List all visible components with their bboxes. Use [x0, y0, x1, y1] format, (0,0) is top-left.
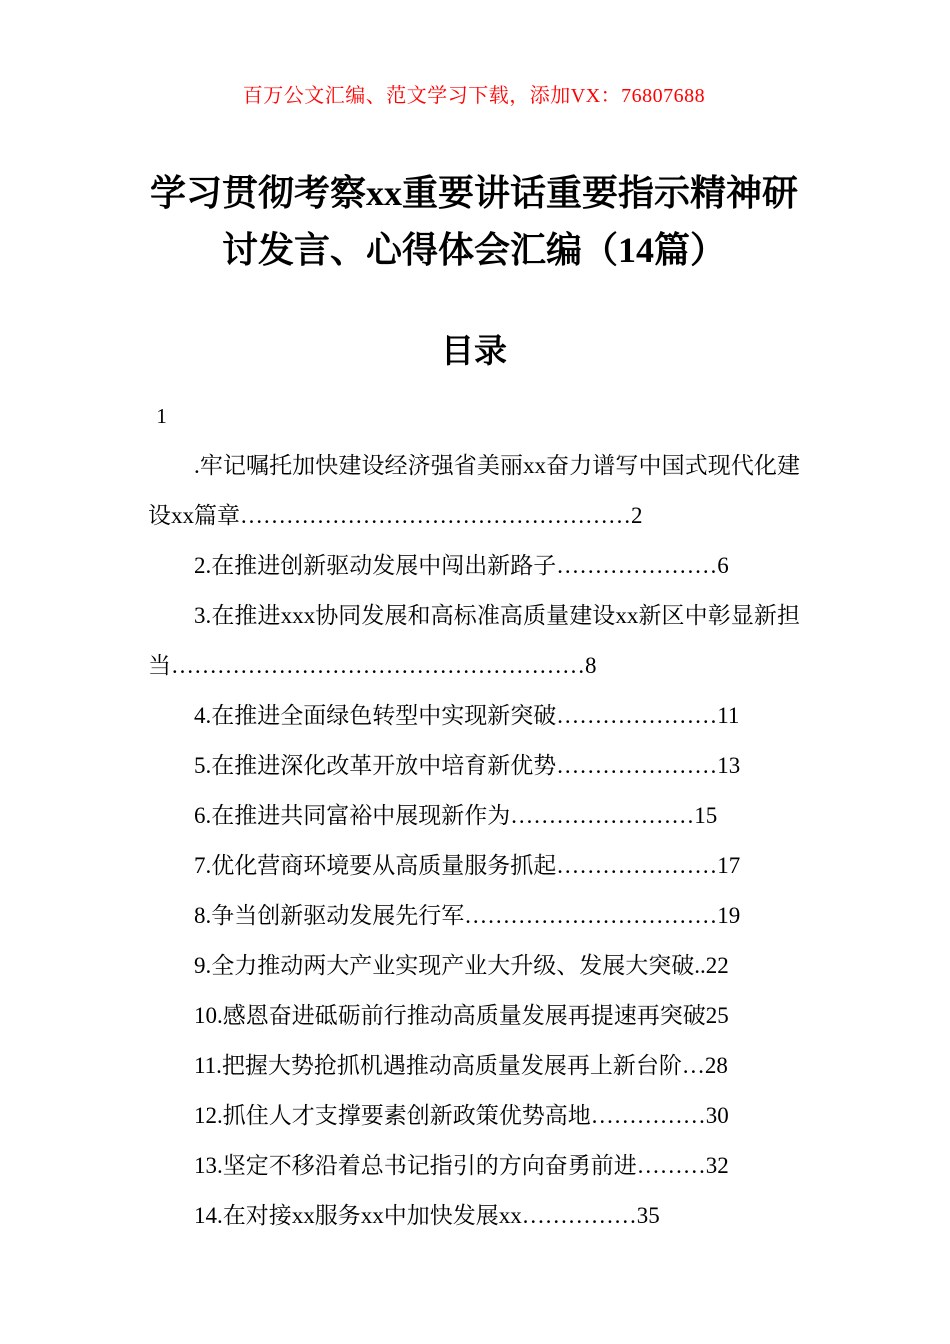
toc-entry-label: 3.在推进xxx协同发展和高标准高质量建设xx新区中彰显新担当 — [148, 602, 800, 678]
toc-entry-label: 7.优化营商环境要从高质量服务抓起 — [194, 852, 557, 878]
toc-entry — [148, 841, 800, 891]
toc-page-number: 2 — [631, 502, 643, 528]
toc-leader-dots: …………… — [590, 1102, 706, 1128]
toc-entry — [148, 1091, 800, 1141]
toc-entry-label: 14.在对接xx服务xx中加快发展xx — [194, 1202, 522, 1228]
toc-entry — [148, 891, 800, 941]
toc-entry-label: 2.在推进创新驱动发展中闯出新路子 — [194, 552, 557, 578]
toc-leader-dots: ……………………………………………… — [171, 652, 585, 678]
toc-page-number: 15 — [694, 802, 718, 828]
toc-entry — [148, 591, 800, 691]
toc-leader-dots: … — [681, 1052, 705, 1078]
toc-entry-label: 5.在推进深化改革开放中培育新优势 — [194, 752, 557, 778]
toc-entry-label: 9.全力推动两大产业实现产业大升级、发展大突破 — [194, 952, 695, 978]
toc-page-number: 17 — [717, 852, 741, 878]
toc-page-number: 25 — [705, 1002, 729, 1028]
toc-page-number: 32 — [705, 1152, 729, 1178]
toc-page-number: 22 — [705, 952, 729, 978]
toc-page-number: 13 — [717, 752, 741, 778]
toc-entry-label: 4.在推进全面绿色转型中实现新突破 — [194, 702, 557, 728]
toc-entry-label: 11.把握大势抢抓机遇推动高质量发展再上新台阶 — [194, 1052, 682, 1078]
toc-leader-dots: …………… — [521, 1202, 637, 1228]
toc-page-number: 6 — [717, 552, 729, 578]
toc-page-number: 28 — [704, 1052, 728, 1078]
toc-entry-label: 12.抓住人才支撑要素创新政策优势高地 — [194, 1102, 591, 1128]
toc-heading: 目录 — [441, 333, 507, 370]
toc-entry-label: 13.坚定不移沿着总书记指引的方向奋勇前进 — [194, 1152, 637, 1178]
toc-entry-label: .牢记嘱托加快建设经济强省美丽xx奋力谱写中国式现代化建设xx篇章 — [148, 452, 800, 528]
toc-entry — [148, 541, 800, 591]
toc-leader-dots: …………………………… — [464, 902, 718, 928]
toc-leader-dots: .. — [694, 952, 706, 978]
toc-entry — [148, 941, 800, 991]
toc-entry — [148, 691, 800, 741]
toc-leader-dots: …………………… — [510, 802, 695, 828]
toc-entry — [148, 1191, 800, 1241]
toc-orphan-number: 1 — [156, 403, 167, 428]
toc-entry-label: 8.争当创新驱动发展先行军 — [194, 902, 465, 928]
header-notice: 百万公文汇编、范文学习下载，添加VX：76807688 — [242, 85, 706, 107]
toc-entry — [148, 741, 800, 791]
toc-page-number: 30 — [705, 1102, 729, 1128]
toc-entry-label: 6.在推进共同富裕中展现新作为 — [194, 802, 511, 828]
toc-leader-dots: ………………… — [556, 702, 718, 728]
toc-leader-dots: ……… — [636, 1152, 706, 1178]
toc-leader-dots: ………………… — [556, 752, 718, 778]
toc-leader-dots: ………………… — [556, 852, 718, 878]
toc-page-number: 11 — [717, 702, 740, 728]
toc-entry — [148, 1041, 800, 1091]
toc-leader-dots: ………………… — [556, 552, 718, 578]
toc-page-number: 35 — [636, 1202, 660, 1228]
toc-list — [148, 441, 800, 1241]
document-title: 学习贯彻考察xx重要讲话重要指示精神研讨发言、心得体会汇编（14篇） — [149, 173, 798, 270]
toc-page-number: 8 — [585, 652, 597, 678]
toc-entry — [148, 441, 800, 541]
toc-entry — [148, 1141, 800, 1191]
toc-leader-dots: …………………………………………… — [240, 502, 631, 528]
toc-entry-label: 10.感恩奋进砥砺前行推动高质量发展再提速再突破 — [194, 1002, 706, 1028]
toc-page-number: 19 — [717, 902, 741, 928]
toc-entry — [148, 791, 800, 841]
toc-entry — [148, 991, 800, 1041]
